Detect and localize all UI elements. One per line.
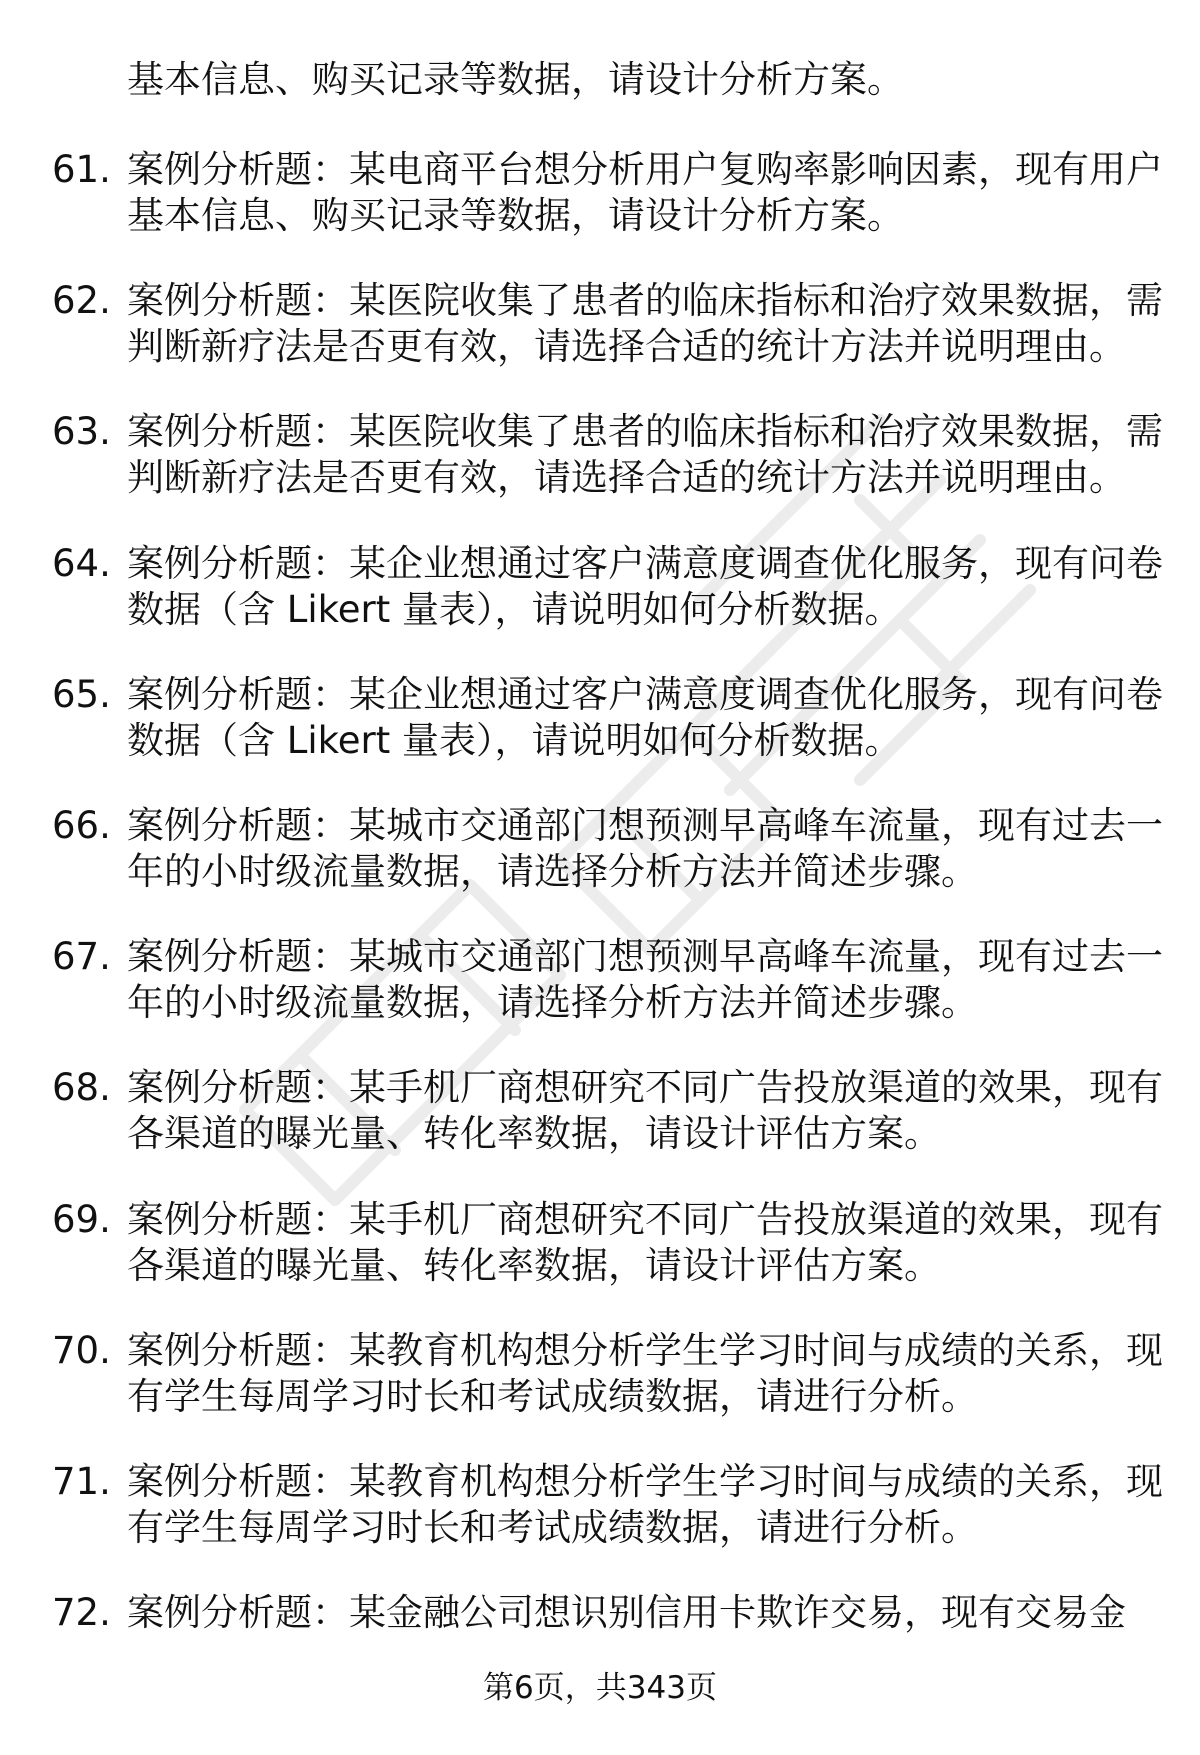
question-text-line1: 案例分析题：某医院收集了患者的临床指标和治疗效果数据，需 [127, 410, 1163, 453]
question-text-line1: 案例分析题：某企业想通过客户满意度调查优化服务，现有问卷 [127, 673, 1163, 716]
question-text-line1: 案例分析题：某手机厂商想研究不同广告投放渠道的效果，现有 [127, 1198, 1163, 1241]
question-number: 72. [52, 1591, 111, 1634]
question-text-line1: 案例分析题：某企业想通过客户满意度调查优化服务，现有问卷 [127, 542, 1163, 585]
question-number: 67. [52, 935, 111, 978]
question-text-line1: 案例分析题：某教育机构想分析学生学习时间与成绩的关系，现 [127, 1329, 1163, 1372]
question-number: 70. [52, 1329, 111, 1372]
page-footer: 第6页，共343页 [483, 1670, 717, 1706]
question-text-line2: 年的小时级流量数据，请选择分析方法并简述步骤。 [127, 981, 978, 1024]
question-number: 61. [52, 148, 111, 191]
question-number: 62. [52, 279, 111, 322]
question-number: 63. [52, 410, 111, 453]
question-text-line2: 数据（含 Likert 量表），请说明如何分析数据。 [127, 719, 902, 762]
question-text-line1: 案例分析题：某医院收集了患者的临床指标和治疗效果数据，需 [127, 279, 1163, 322]
question-text-line1: 案例分析题：某城市交通部门想预测早高峰车流量，现有过去一 [127, 935, 1163, 978]
question-text-line1: 案例分析题：某金融公司想识别信用卡欺诈交易，现有交易金 [127, 1591, 1126, 1634]
question-text-line1: 案例分析题：某城市交通部门想预测早高峰车流量，现有过去一 [127, 804, 1163, 847]
question-text-line2: 各渠道的曝光量、转化率数据，请设计评估方案。 [127, 1112, 941, 1155]
question-text-line2: 基本信息、购买记录等数据，请设计分析方案。 [127, 194, 904, 237]
question-text-line2: 判断新疗法是否更有效，请选择合适的统计方法并说明理由。 [127, 456, 1126, 499]
question-text-line2: 判断新疗法是否更有效，请选择合适的统计方法并说明理由。 [127, 325, 1126, 368]
question-number: 69. [52, 1198, 111, 1241]
question-text-line1: 案例分析题：某手机厂商想研究不同广告投放渠道的效果，现有 [127, 1066, 1163, 1109]
question-text-line2: 各渠道的曝光量、转化率数据，请设计评估方案。 [127, 1244, 941, 1287]
question-text-line1: 案例分析题：某电商平台想分析用户复购率影响因素，现有用户 [127, 148, 1163, 191]
question-text-line2: 有学生每周学习时长和考试成绩数据，请进行分析。 [127, 1375, 978, 1418]
question-number: 65. [52, 673, 111, 716]
question-text-line2: 有学生每周学习时长和考试成绩数据，请进行分析。 [127, 1506, 978, 1549]
question-text-line2: 数据（含 Likert 量表），请说明如何分析数据。 [127, 588, 902, 631]
question-number: 71. [52, 1460, 111, 1503]
question-number: 68. [52, 1066, 111, 1109]
question-text-line2: 年的小时级流量数据，请选择分析方法并简述步骤。 [127, 850, 978, 893]
question-number: 66. [52, 804, 111, 847]
continuation-line: 基本信息、购买记录等数据，请设计分析方案。 [127, 58, 904, 101]
question-number: 64. [52, 542, 111, 585]
question-text-line1: 案例分析题：某教育机构想分析学生学习时间与成绩的关系，现 [127, 1460, 1163, 1503]
